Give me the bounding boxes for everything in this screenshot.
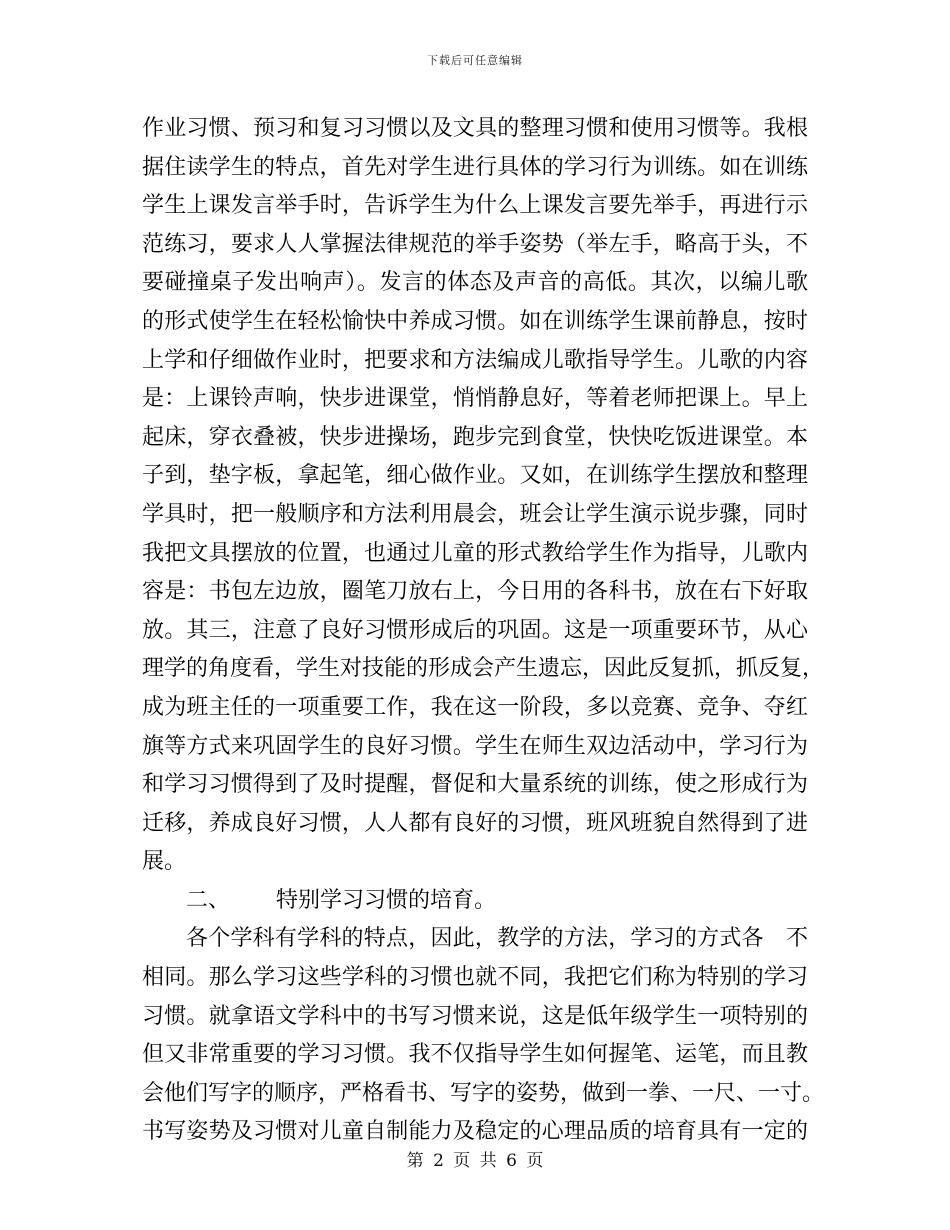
text-line: 放。其三，注意了良好习惯形成后的巩固。这是一项重要环节，从心 [142,617,808,643]
text-line: 书写姿势及习惯对儿童自制能力及稳定的心理品质的培育具有一定的 [142,1119,808,1145]
document-body [142,110,825,1152]
text-line: 但又非常重要的学习习惯。我不仅指导学生如何握笔、运笔，而且教 [142,1042,808,1068]
page-number: 第 2 页 共 6 页 [406,1151,544,1171]
paragraph-1 [142,110,825,882]
paragraph-2 [142,920,825,1152]
section-heading [142,882,808,921]
text-line: 范练习，要求人人掌握法律规范的举手姿势（举左手，略高于头，不 [142,231,808,257]
text-line: 上学和仔细做作业时，把要求和方法编成儿歌指导学生。儿歌的内容 [142,347,808,373]
text-line: 展。 [142,849,187,875]
section-number: 二、 [186,887,231,913]
text-line: 容是：书包左边放，圈笔刀放右上，今日用的各科书，放在右下好取 [142,579,808,605]
text-line: 和学习习惯得到了及时提醒，督促和大量系统的训练，使之形成行为 [142,772,808,798]
text-line: 起床，穿衣叠被，快步进操场，跑步完到食堂，快快吃饭进课堂。本 [142,424,808,450]
page-header-note: 下载后可任意编辑 [427,54,523,67]
text-line: 理学的角度看，学生对技能的形成会产生遗忘，因此反复抓，抓反复， [142,656,825,682]
text-line: 成为班主任的一项重要工作，我在这一阶段，多以竞赛、竞争、夺红 [142,694,808,720]
text-line: 各个学科有学科的特点，因此，教学的方法，学习的方式各 不 [186,926,808,952]
text-line: 我把文具摆放的位置，也通过儿童的形式教给学生作为指导，儿歌内 [142,540,808,566]
text-line: 会他们写字的顺序，严格看书、写字的姿势，做到一拳、一尺、一寸。 [142,1080,825,1106]
text-line: 迁移，养成良好习惯，人人都有良好的习惯，班风班貌自然得到了进 [142,810,808,836]
text-line: 作业习惯、预习和复习习惯以及文具的整理习惯和使用习惯等。我根 [142,116,808,141]
text-line: 是：上课铃声响，快步进课堂，悄悄静息好，等着老师把课上。早上 [142,386,808,412]
text-line: 要碰撞桌子发出响声）。发言的体态及声音的高低。其次，以编儿歌 [142,270,808,296]
section-title: 特别学习习惯的培育。 [276,887,497,913]
text-line: 学生上课发言举手时，告诉学生为什么上课发言要先举手，再进行示 [142,193,808,219]
text-line: 学具时，把一般顺序和方法利用晨会，班会让学生演示说步骤，同时 [142,501,808,527]
text-line: 的形式使学生在轻松愉快中养成习惯。如在训练学生课前静息，按时 [142,308,808,334]
text-line: 旗等方式来巩固学生的良好习惯。学生在师生双边活动中，学习行为 [142,733,808,759]
text-line: 相同。那么学习这些学科的习惯也就不同，我把它们称为特别的学习 [142,965,808,991]
text-line: 据住读学生的特点，首先对学生进行具体的学习行为训练。如在训练 [142,154,808,180]
text-line: 子到，垫字板，拿起笔，细心做作业。又如，在训练学生摆放和整理 [142,463,808,489]
text-line: 习惯。就拿语文学科中的书写习惯来说，这是低年级学生一项特别的 [142,1003,808,1029]
